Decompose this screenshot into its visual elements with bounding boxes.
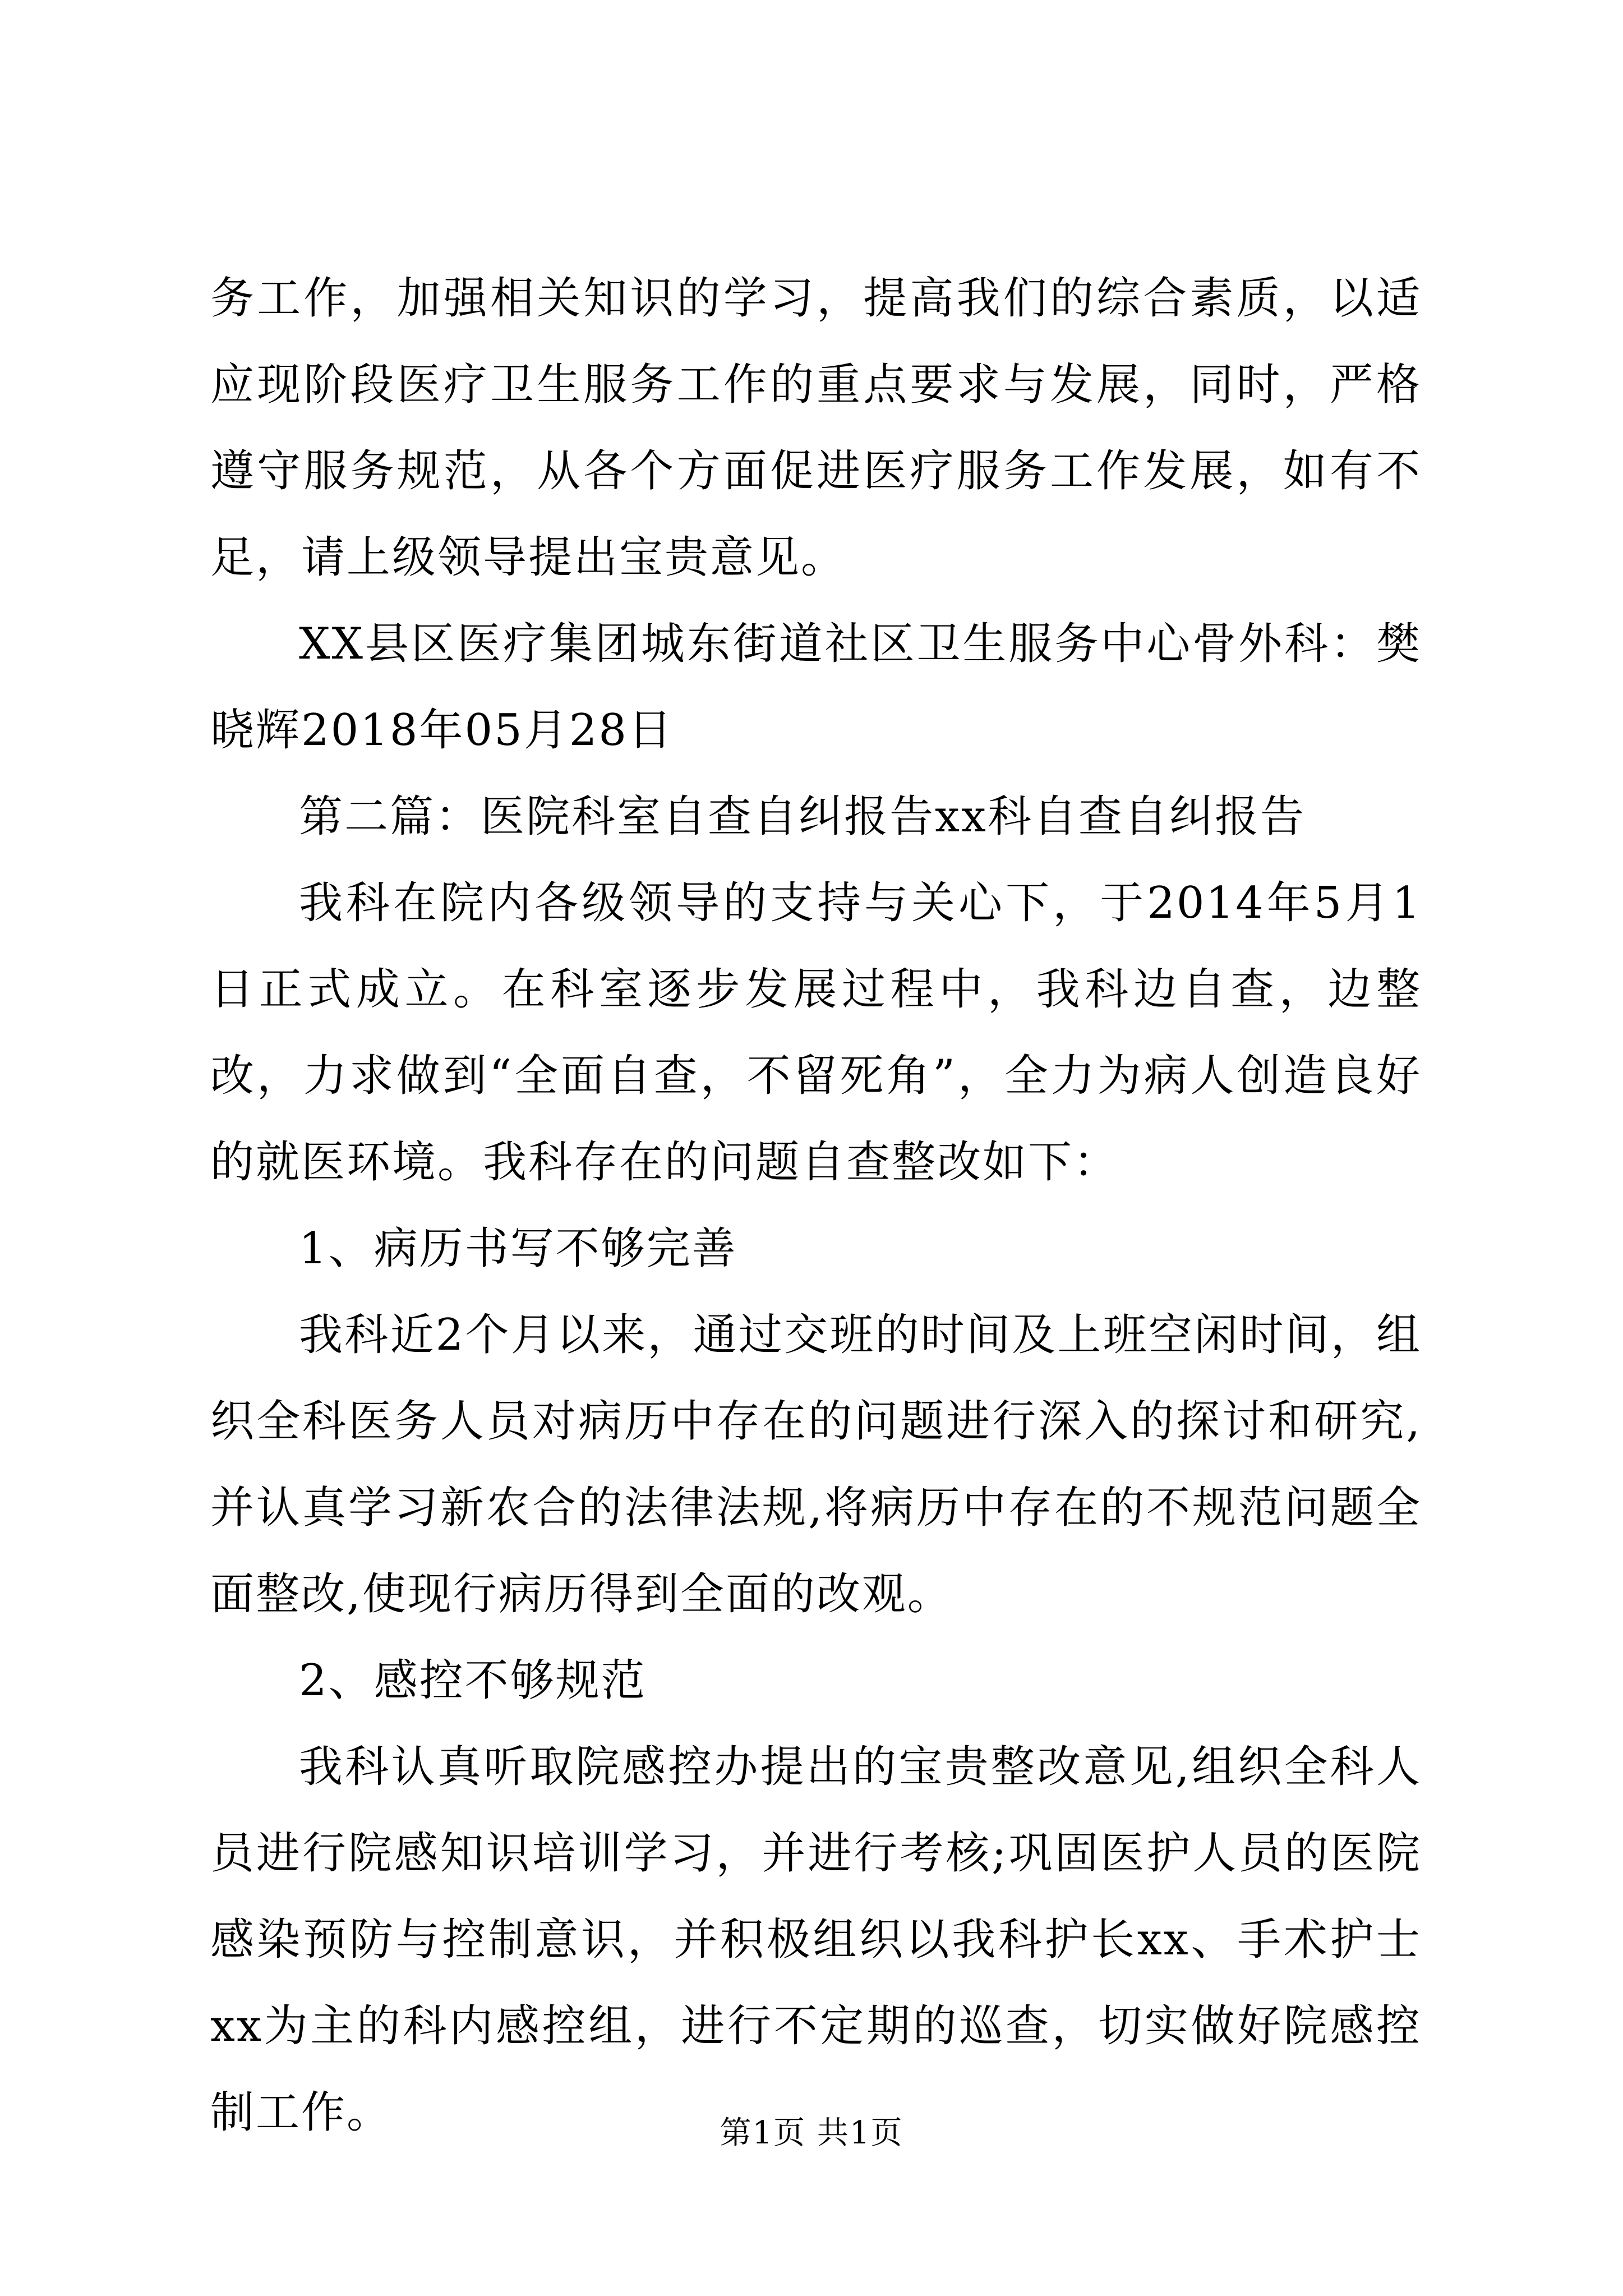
document-body — [210, 255, 1422, 2156]
paragraph: 我科在院内各级领导的支持与关心下，于2014年5月1日正式成立。在科室逐步发展过程中，我科边自查，边整改，力求做到“全面自查，不留死角”，全力为病人创造良好的就医环境。我科存在的问题自查整改如下： — [210, 878, 1422, 1188]
paragraph: 我科认真听取院感控办提出的宝贵整改意见,组织全科人员进行院感知识培训学习，并进行考核;巩固医护人员的医院感染预防与控制意识，并积极组织以我科护长xx、手术护士xx为主的科内感控组，进行不定期的巡查，切实做好院感控制工作。 — [210, 1742, 1422, 2138]
signature-line: XX县区医疗集团城东街道社区卫生服务中心骨外科：樊晓辉2018年05月28日 — [210, 619, 1422, 756]
paragraph: 我科近2个月以来，通过交班的时间及上班空闲时间，组织全科医务人员对病历中存在的问题进行深入的探讨和研究,并认真学习新农合的法律法规,将病历中存在的不规范问题全面整改,使现行病历得到全面的改观。 — [210, 1310, 1422, 1619]
paragraph: 务工作，加强相关知识的学习，提高我们的综合素质，以适应现阶段医疗卫生服务工作的重点要求与发展，同时，严格遵守服务规范，从各个方面促进医疗服务工作发展，如有不足，请上级领导提出宝贵意见。 — [210, 273, 1422, 583]
list-heading: 2、感控不够规范 — [299, 1655, 647, 1706]
page-footer: 第1页 共1页 — [720, 2115, 903, 2151]
section-heading: 第二篇：医院科室自查自纠报告xx科自查自纠报告 — [299, 792, 1306, 842]
list-heading: 1、病历书写不够完善 — [299, 1223, 737, 1274]
